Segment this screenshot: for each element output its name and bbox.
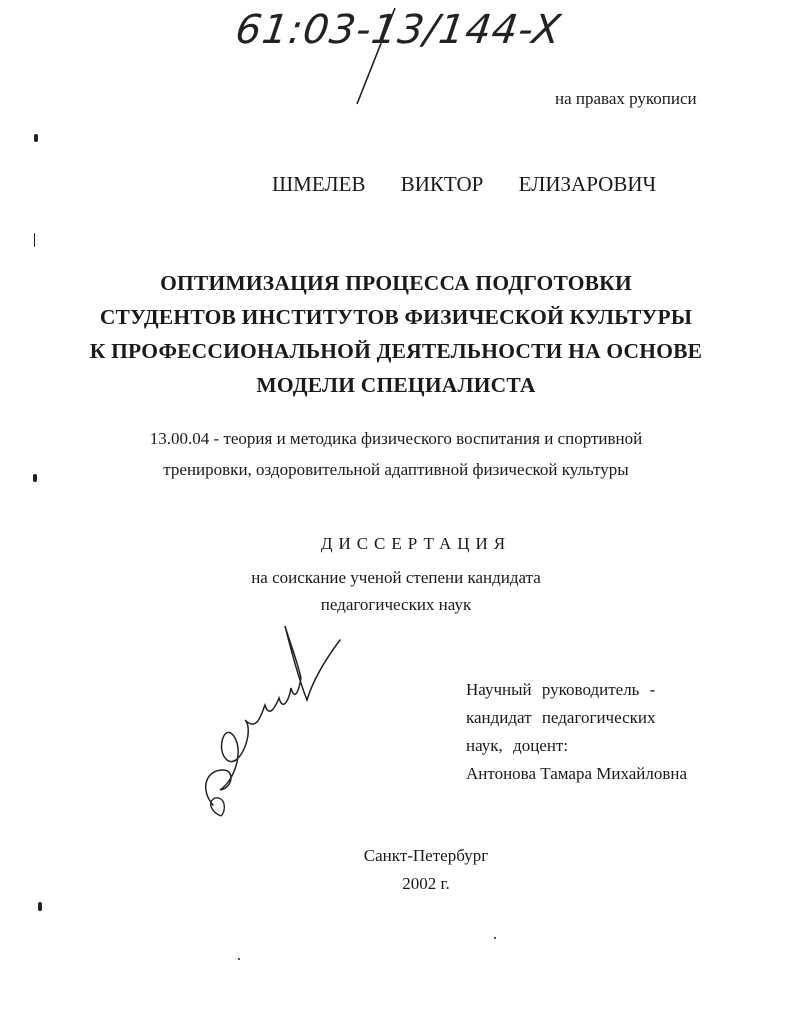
specialty-code (0, 423, 792, 485)
scan-mark (34, 134, 38, 142)
supervisor-block (466, 676, 687, 788)
title-line: СТУДЕНТОВ ИНСТИТУТОВ ФИЗИЧЕСКОЙ КУЛЬТУРЫ (99, 305, 693, 329)
author-surname: ШМЕЛЕВ (272, 172, 366, 196)
specialty-line: тренировки, оздоровительной адаптивной физической культуры (163, 460, 629, 479)
scan-mark (34, 233, 35, 247)
supervisor-line: кандидат педагогических (466, 708, 656, 727)
author-name (272, 172, 656, 197)
year: 2002 г. (402, 874, 450, 893)
scan-mark (494, 937, 496, 939)
scan-mark (238, 958, 240, 960)
supervisor-line: Антонова Тамара Михайловна (466, 764, 688, 783)
title-line: ОПТИМИЗАЦИЯ ПРОЦЕССА ПОДГОТОВКИ (160, 271, 632, 295)
city: Санкт-Петербург (363, 846, 489, 865)
scan-mark (33, 474, 37, 482)
author-first-name: ВИКТОР (400, 172, 484, 196)
archive-code-handwritten: 61:03-13/144-X (232, 7, 565, 53)
author-patronymic: ЕЛИЗАРОВИЧ (518, 172, 657, 196)
supervisor-line: Научный руководитель - (466, 680, 656, 699)
scan-mark (38, 902, 42, 911)
dissertation-title (0, 266, 792, 402)
degree-line: педагогических наук (320, 595, 472, 614)
rights-note: на правах рукописи (555, 89, 697, 108)
specialty-line: 13.00.04 - теория и методика физического воспитания и спортивной (149, 429, 643, 448)
handwritten-signature (195, 620, 345, 825)
title-line: МОДЕЛИ СПЕЦИАЛИСТА (256, 373, 536, 397)
title-line: К ПРОФЕССИОНАЛЬНОЙ ДЕЯТЕЛЬНОСТИ НА ОСНОВЕ (89, 339, 703, 363)
degree-line: на соискание ученой степени кандидата (251, 568, 541, 587)
supervisor-line: наук, доцент: (466, 736, 569, 755)
place-and-year (0, 842, 792, 898)
thesis-type: ДИССЕРТАЦИЯ (320, 534, 512, 553)
thesis-degree (0, 564, 792, 618)
